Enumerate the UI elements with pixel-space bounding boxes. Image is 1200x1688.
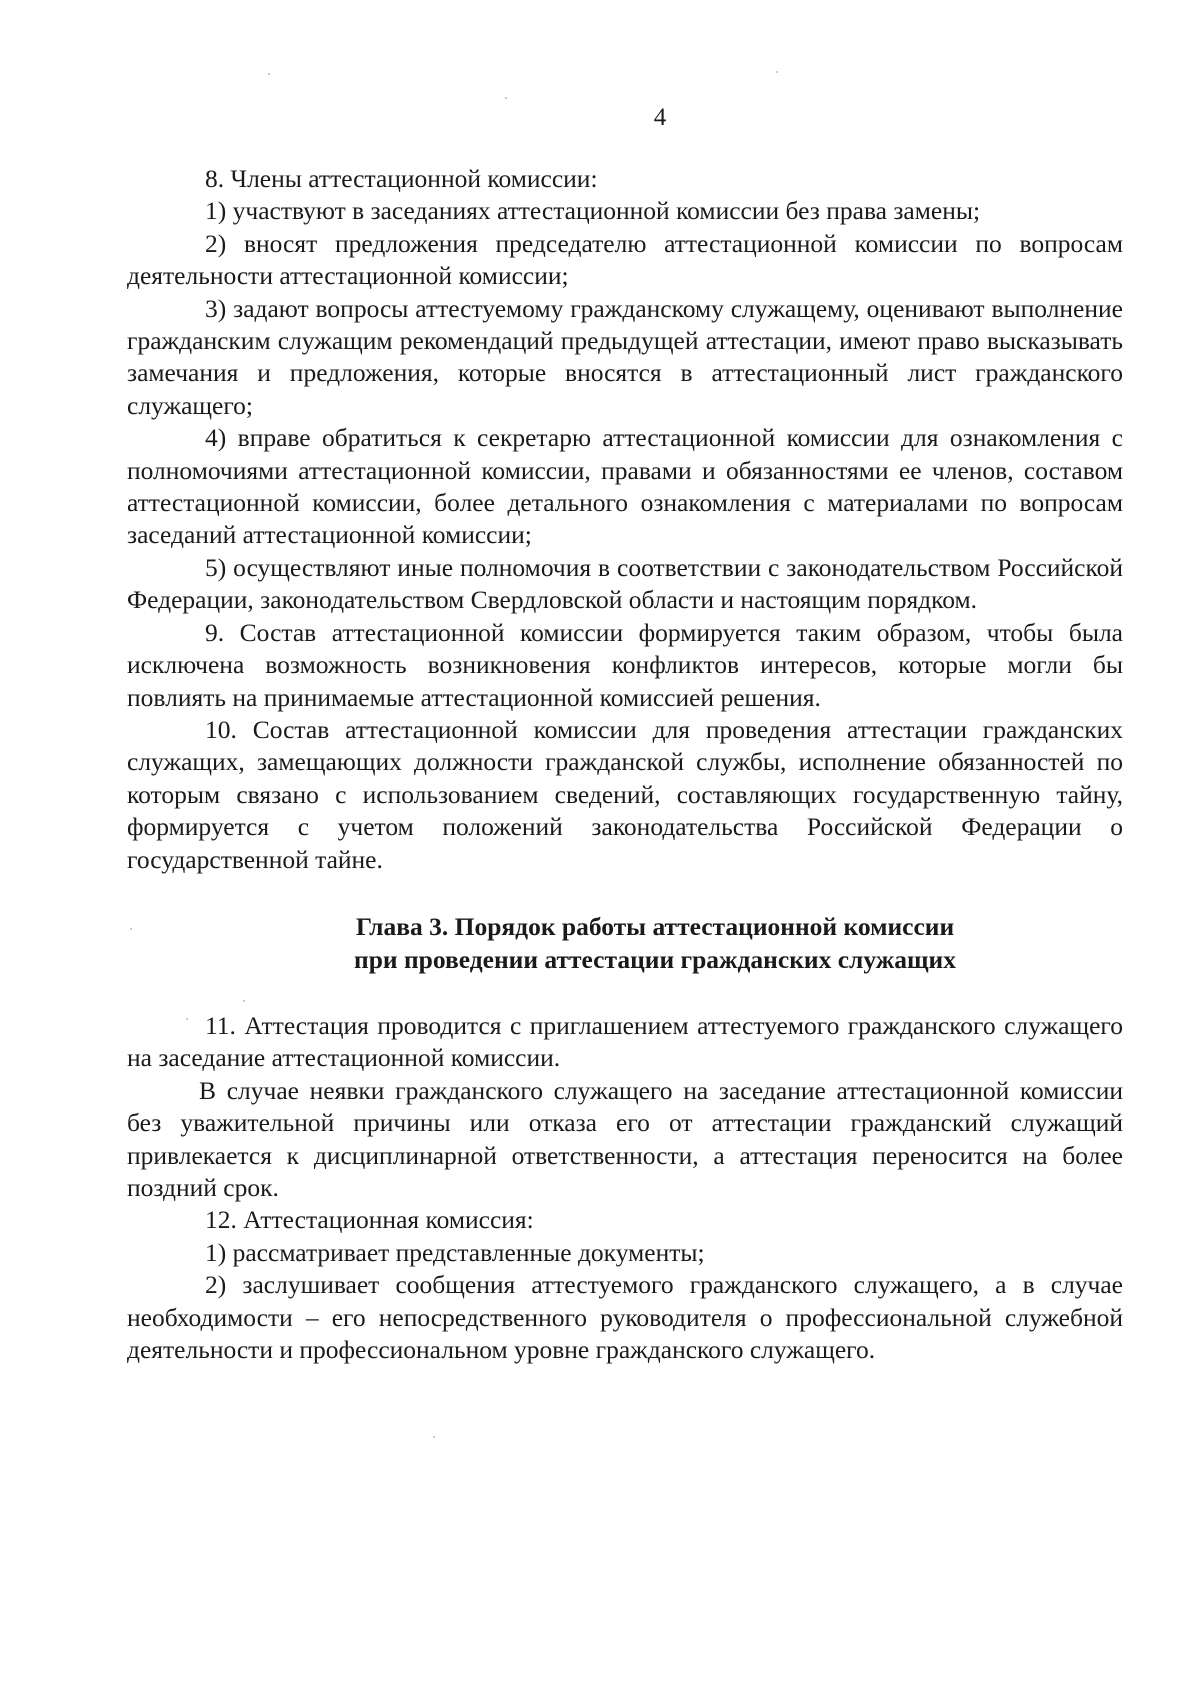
scan-speck <box>776 71 778 73</box>
document-body <box>127 163 1123 1366</box>
paragraph-item-12-2: 2) заслушивает сообщения аттестуемого гражданского служащего, а в случае необходимости – его непосредственного руководителя о профессиональной служебной деятельности и профессиональном уровне гражданского служащего. <box>127 1270 1123 1364</box>
paragraph-item-10: 10. Состав аттестационной комиссии для проведения аттестации гражданских служащих, замещающих должности гражданской службы, исполнение обязанностей по которым связано с использованием сведений, составляющих государственную тайну, формируется с учетом положений законодательства Российской Федерации о государственной тайне. <box>127 714 1123 874</box>
chapter-heading <box>127 910 1123 976</box>
scan-speck <box>268 73 270 75</box>
chapter-heading-line-1: Глава 3. Порядок работы аттестационной комиссии <box>355 911 955 941</box>
paragraph-item-8-3: 3) задают вопросы аттестуемому гражданскому служащему, оценивают выполнение гражданским служащим рекомендаций предыдущей аттестации, имеют право высказывать замечания и предложения, которые вносятся в аттестационный лист гражданского служащего; <box>127 293 1123 420</box>
paragraph-item-8-4: 4) вправе обратиться к секретарю аттестационной комиссии для ознакомления с полномочиями аттестационной комиссии, правами и обязанностями ее членов, составом аттестационной комиссии, более детального ознакомления с материалами по вопросам заседаний аттестационной комиссии; <box>127 423 1123 550</box>
scan-speck <box>243 1000 245 1002</box>
paragraph-item-8: 8. Члены аттестационной комиссии: <box>205 164 598 193</box>
paragraph-item-12: 12. Аттестационная комиссия: <box>205 1205 534 1235</box>
paragraph-item-8-2: 2) вносят предложения председателю аттестационной комиссии по вопросам деятельности аттестационной комиссии; <box>127 228 1123 291</box>
scan-speck <box>433 1436 435 1438</box>
paragraph-item-8-1: 1) участвуют в заседаниях аттестационной комиссии без права замены; <box>205 196 981 226</box>
paragraph-absence: В случае неявки гражданского служащего на заседание аттестационной комиссии без уважительной причины или отказа его от аттестации гражданский служащий привлекается к дисциплинарной ответственности, а аттестация переносится на более поздний срок. <box>127 1075 1123 1202</box>
scan-speck <box>505 97 507 99</box>
paragraph-item-12-1: 1) рассматривает представленные документы; <box>205 1237 705 1267</box>
scan-speck <box>130 928 132 930</box>
scan-speck <box>186 1018 188 1020</box>
paragraph-item-11: 11. Аттестация проводится с приглашением аттестуемого гражданского служащего на заседание аттестационной комиссии. <box>127 1010 1123 1073</box>
page-number: 4 <box>653 104 667 131</box>
chapter-heading-line-2: при проведении аттестации гражданских служащих <box>354 944 956 974</box>
paragraph-item-8-5: 5) осуществляют иные полномочия в соответствии с законодательством Российской Федерации, законодательством Свердловской области и настоящим порядком. <box>127 552 1123 615</box>
paragraph-item-9: 9. Состав аттестационной комиссии формируется таким образом, чтобы была исключена возможность возникновения конфликтов интересов, которые могли бы повлиять на принимаемые аттестационной комиссией решения. <box>127 617 1123 712</box>
